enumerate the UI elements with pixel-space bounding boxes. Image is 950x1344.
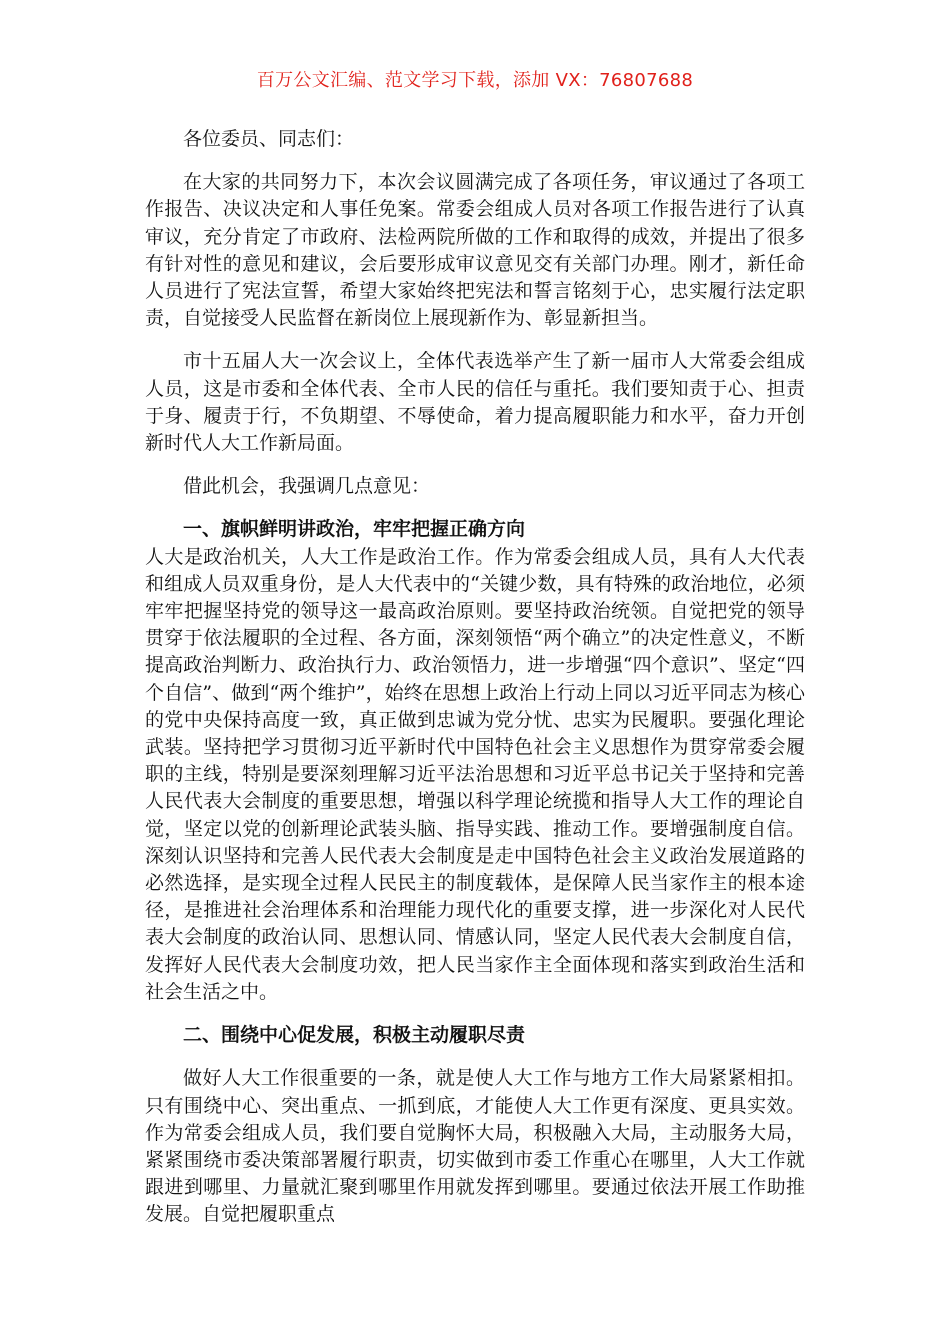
section-heading-2: 二、围绕中心促发展，积极主动履职尽责 bbox=[183, 1024, 526, 1047]
salutation: 各位委员、同志们： bbox=[183, 128, 355, 150]
paragraph-3: 借此机会，我强调几点意见： bbox=[183, 475, 431, 498]
paragraph-4: 人大是政治机关，人大工作是政治工作。作为常委会组成人员，具有人大代表和组成人员双重身份，是人大代表中的“关键少数，具有特殊的政治地位，必须牢牢把握坚持党的领导这一最高政治原则。要坚持政治统领。自觉把党的领导贯穿于依法履职的全过程、各方面，深刻领悟“两个确立”的决定性意义，不断提高政治判断力、政治执行力、政治领悟力，进一步增强“四个意识”、坚定“四个自信”、做到“两个维护”，始终在思想上政治上行动上同以习近平同志为核心的党中央保持高度一致，真正做到忠诚为党分忧、忠实为民履职。要强化理论武装。坚持把学习贯彻习近平新时代中国特色社会主义思想作为贯穿常委会履职的主线，特别是要深刻理解习近平法治思想和习近平总书记关于坚持和完善人民代表大会制度的重要思想，增强以科学理论统揽和指导人大工作的理论自觉，坚定以党的创新理论武装头脑、指导实践、推动工作。要增强制度自信。深刻认识坚持和完善人民代表大会制度是走中国特色社会主义政治发展道路的必然选择，是实现全过程人民民主的制度载体，是保障人民当家作主的根本途径，是推进社会治理体系和治理能力现代化的重要支撑，进一步深化对人民代表大会制度的政治认同、思想认同、情感认同，坚定人民代表大会制度自信，发挥好人民代表大会制度功效，把人民当家作主全面体现和落实到政治生活和社会生活之中。 bbox=[145, 545, 805, 1003]
section-heading-1: 一、旗帜鲜明讲政治，牢牢把握正确方向 bbox=[183, 518, 526, 541]
paragraph-1: 在大家的共同努力下，本次会议圆满完成了各项任务，审议通过了各项工作报告、决议决定和人事任免案。常委会组成人员对各项工作报告进行了认真审议，充分肯定了市政府、法检两院所做的工作和取得的成效，并提出了很多有针对性的意见和建议，会后要形成审议意见交有关部门办理。刚才，新任命人员进行了宪法宣誓，希望大家始终把宪法和誓言铭刻于心，忠实履行法定职责，自觉接受人民监督在新岗位上展现新作为、彰显新担当。 bbox=[145, 171, 805, 330]
paragraph-2: 市十五届人大一次会议上，全体代表选举产生了新一届市人大常委会组成人员，这是市委和全体代表、全市人民的信任与重托。我们要知责于心、担责于身、履责于行，不负期望、不辱使命，着力提高履职能力和水平，奋力开创新时代人大工作新局面。 bbox=[145, 350, 805, 455]
document-body bbox=[145, 126, 805, 1245]
watermark-header: 百万公文汇编、范文学习下载，添加 VX：76807688 bbox=[256, 70, 694, 91]
paragraph-5: 做好人大工作很重要的一条，就是使人大工作与地方工作大局紧紧相扣。只有围绕中心、突出重点、一抓到底，才能使人大工作更有深度、更具实效。作为常委会组成人员，我们要自觉胸怀大局，积极融入大局，主动服务大局，紧紧围绕市委决策部署履行职责，切实做到市委工作重心在哪里，人大工作就跟进到哪里、力量就汇聚到哪里作用就发挥到哪里。要通过依法开展工作助推发展。自觉把履职重点 bbox=[145, 1067, 805, 1226]
